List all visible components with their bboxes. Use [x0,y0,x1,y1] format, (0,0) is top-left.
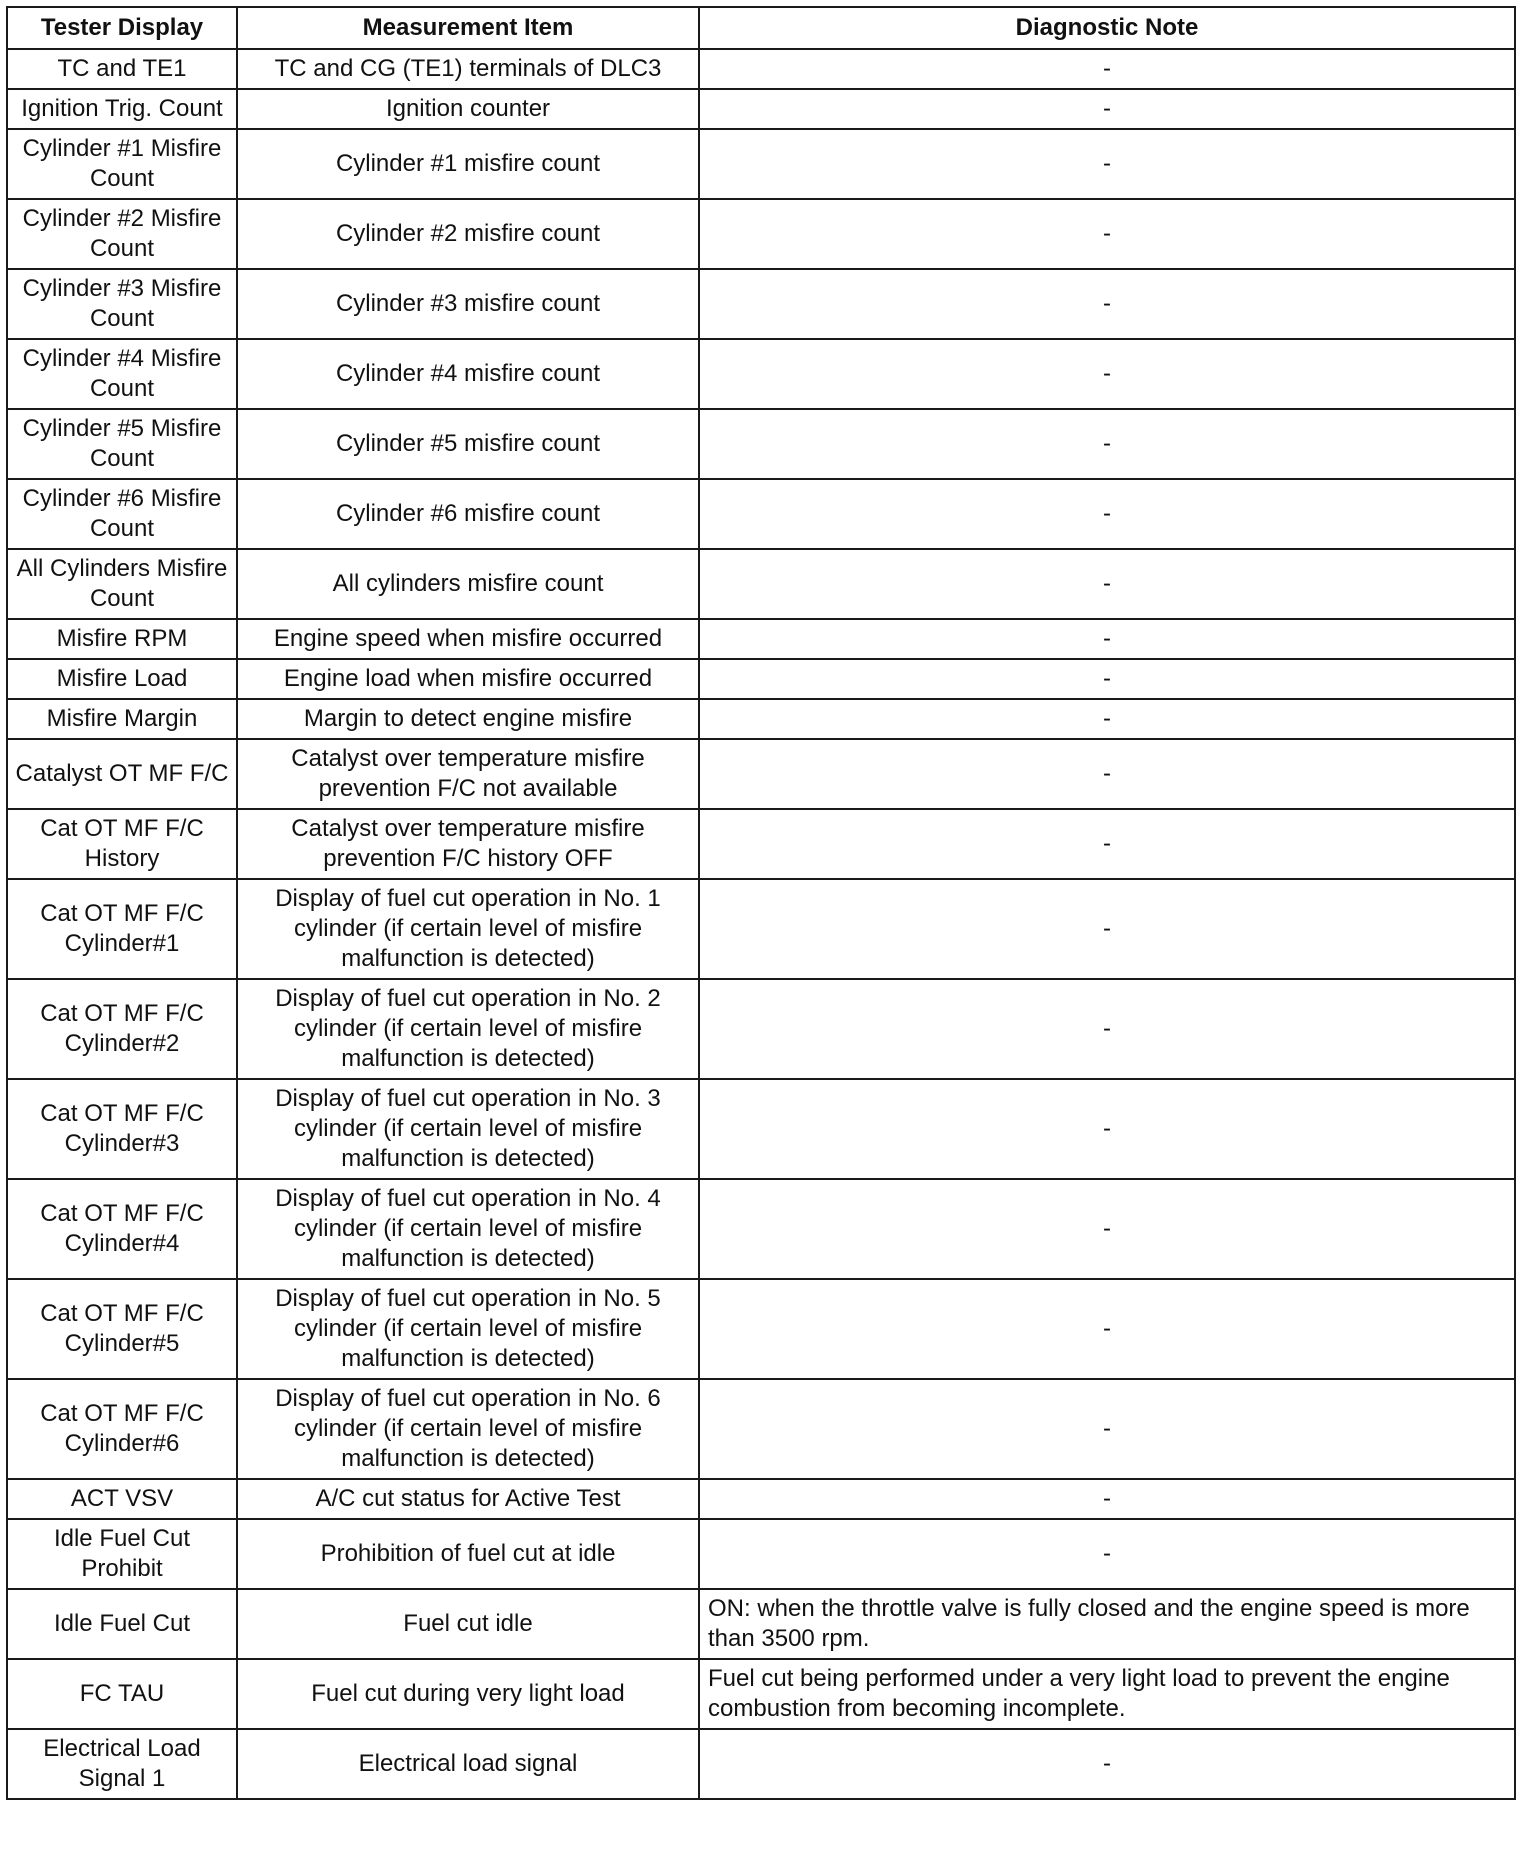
tester-display-cell: Ignition Trig. Count [7,89,237,129]
diagnostic-note-cell: - [699,549,1515,619]
document-page [6,6,1516,1800]
tester-display-cell: Cylinder #5 Misfire Count [7,409,237,479]
tester-display-cell: Cat OT MF F/C Cylinder#2 [7,979,237,1079]
diagnostic-note-cell: - [699,1729,1515,1799]
header-diagnostic-note: Diagnostic Note [699,7,1515,49]
diagnostic-note-cell: - [699,979,1515,1079]
tester-display-cell: Electrical Load Signal 1 [7,1729,237,1799]
table-row [7,1659,1515,1729]
tester-display-cell: Idle Fuel Cut Prohibit [7,1519,237,1589]
tester-display-cell: Cat OT MF F/C Cylinder#6 [7,1379,237,1479]
measurement-item-cell: Cylinder #4 misfire count [237,339,699,409]
tester-display-cell: Misfire Load [7,659,237,699]
diagnostic-note-cell: - [699,479,1515,549]
measurement-item-cell: Display of fuel cut operation in No. 6 cylinder (if certain level of misfire malfunction is detected) [237,1379,699,1479]
measurement-item-cell: Display of fuel cut operation in No. 5 cylinder (if certain level of misfire malfunction is detected) [237,1279,699,1379]
table-row [7,549,1515,619]
table-row [7,1179,1515,1279]
tester-display-cell: Cat OT MF F/C Cylinder#3 [7,1079,237,1179]
measurement-item-cell: Prohibition of fuel cut at idle [237,1519,699,1589]
table-row [7,1479,1515,1519]
measurement-item-cell: Cylinder #2 misfire count [237,199,699,269]
table-row [7,979,1515,1079]
tester-display-cell: Cat OT MF F/C Cylinder#4 [7,1179,237,1279]
table-row [7,409,1515,479]
measurement-item-cell: Catalyst over temperature misfire prevention F/C history OFF [237,809,699,879]
table-row [7,739,1515,809]
data-list-table [6,6,1516,1800]
tester-display-cell: FC TAU [7,1659,237,1729]
diagnostic-note-cell: - [699,1519,1515,1589]
measurement-item-cell: Cylinder #1 misfire count [237,129,699,199]
table-row [7,199,1515,269]
header-tester-display: Tester Display [7,7,237,49]
diagnostic-note-cell: - [699,879,1515,979]
measurement-item-cell: Cylinder #5 misfire count [237,409,699,479]
tester-display-cell: ACT VSV [7,1479,237,1519]
measurement-item-cell: Cylinder #3 misfire count [237,269,699,339]
table-row [7,1379,1515,1479]
tester-display-cell: TC and TE1 [7,49,237,89]
measurement-item-cell: All cylinders misfire count [237,549,699,619]
tester-display-cell: All Cylinders Misfire Count [7,549,237,619]
measurement-item-cell: TC and CG (TE1) terminals of DLC3 [237,49,699,89]
measurement-item-cell: Fuel cut during very light load [237,1659,699,1729]
measurement-item-cell: Ignition counter [237,89,699,129]
table-row [7,1589,1515,1659]
table-row [7,339,1515,409]
table-row [7,619,1515,659]
measurement-item-cell: A/C cut status for Active Test [237,1479,699,1519]
tester-display-cell: Cylinder #2 Misfire Count [7,199,237,269]
diagnostic-note-cell: - [699,1279,1515,1379]
table-row [7,809,1515,879]
diagnostic-note-cell: - [699,809,1515,879]
diagnostic-note-cell: - [699,699,1515,739]
header-row [7,7,1515,49]
diagnostic-note-cell: Fuel cut being performed under a very light load to prevent the engine combustion from becoming incomplete. [699,1659,1515,1729]
table-row [7,89,1515,129]
diagnostic-note-cell: - [699,339,1515,409]
table-row [7,479,1515,549]
tester-display-cell: Cylinder #1 Misfire Count [7,129,237,199]
tester-display-cell: Cat OT MF F/C Cylinder#1 [7,879,237,979]
table-row [7,699,1515,739]
tester-display-cell: Catalyst OT MF F/C [7,739,237,809]
table-row [7,1519,1515,1589]
diagnostic-note-cell: - [699,269,1515,339]
table-body [7,49,1515,1799]
header-measurement-item: Measurement Item [237,7,699,49]
diagnostic-note-cell: - [699,49,1515,89]
table-row [7,659,1515,699]
table-row [7,129,1515,199]
tester-display-cell: Cylinder #3 Misfire Count [7,269,237,339]
diagnostic-note-cell: - [699,659,1515,699]
measurement-item-cell: Display of fuel cut operation in No. 1 cylinder (if certain level of misfire malfunction is detected) [237,879,699,979]
measurement-item-cell: Engine speed when misfire occurred [237,619,699,659]
table-row [7,1729,1515,1799]
table-row [7,1079,1515,1179]
measurement-item-cell: Display of fuel cut operation in No. 4 cylinder (if certain level of misfire malfunction is detected) [237,1179,699,1279]
tester-display-cell: Misfire RPM [7,619,237,659]
diagnostic-note-cell: - [699,1079,1515,1179]
measurement-item-cell: Electrical load signal [237,1729,699,1799]
diagnostic-note-cell: ON: when the throttle valve is fully closed and the engine speed is more than 3500 rpm. [699,1589,1515,1659]
tester-display-cell: Idle Fuel Cut [7,1589,237,1659]
table-row [7,269,1515,339]
diagnostic-note-cell: - [699,1379,1515,1479]
diagnostic-note-cell: - [699,1479,1515,1519]
measurement-item-cell: Margin to detect engine misfire [237,699,699,739]
diagnostic-note-cell: - [699,409,1515,479]
diagnostic-note-cell: - [699,199,1515,269]
measurement-item-cell: Fuel cut idle [237,1589,699,1659]
measurement-item-cell: Display of fuel cut operation in No. 2 cylinder (if certain level of misfire malfunction is detected) [237,979,699,1079]
measurement-item-cell: Engine load when misfire occurred [237,659,699,699]
measurement-item-cell: Catalyst over temperature misfire prevention F/C not available [237,739,699,809]
tester-display-cell: Cat OT MF F/C History [7,809,237,879]
measurement-item-cell: Cylinder #6 misfire count [237,479,699,549]
tester-display-cell: Misfire Margin [7,699,237,739]
table-row [7,879,1515,979]
measurement-item-cell: Display of fuel cut operation in No. 3 cylinder (if certain level of misfire malfunction is detected) [237,1079,699,1179]
diagnostic-note-cell: - [699,89,1515,129]
diagnostic-note-cell: - [699,1179,1515,1279]
tester-display-cell: Cylinder #4 Misfire Count [7,339,237,409]
table-row [7,1279,1515,1379]
diagnostic-note-cell: - [699,619,1515,659]
tester-display-cell: Cat OT MF F/C Cylinder#5 [7,1279,237,1379]
diagnostic-note-cell: - [699,129,1515,199]
table-row [7,49,1515,89]
tester-display-cell: Cylinder #6 Misfire Count [7,479,237,549]
diagnostic-note-cell: - [699,739,1515,809]
